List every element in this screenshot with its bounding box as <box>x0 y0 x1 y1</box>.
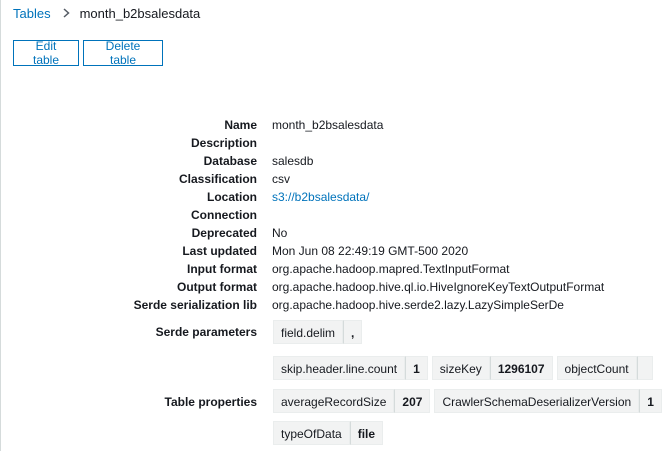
detail-value: org.apache.hadoop.hive.serde2.lazy.LazySimpleSerDe <box>272 298 564 312</box>
detail-label: Classification <box>178 172 257 186</box>
detail-row-last-updated <box>0 242 630 260</box>
detail-row-deprecated <box>0 224 630 242</box>
detail-value: org.apache.hadoop.mapred.TextInputFormat <box>272 262 510 276</box>
serde-parameters-label: Serde parameters <box>155 325 257 339</box>
chip-value: file <box>350 421 383 445</box>
table-property-chip <box>557 356 653 380</box>
table-properties-line-3 <box>273 421 387 445</box>
detail-value: month_b2bsalesdata <box>272 118 384 132</box>
detail-row-description <box>0 134 630 152</box>
breadcrumb <box>13 4 200 22</box>
table-properties-line-2 <box>273 389 666 413</box>
detail-value: salesdb <box>272 154 314 168</box>
detail-label: Serde serialization lib <box>133 298 257 312</box>
detail-value: Mon Jun 08 22:49:19 GMT-500 2020 <box>272 244 469 258</box>
chip-value: , <box>343 320 362 344</box>
chip-value: 1 <box>405 356 428 380</box>
table-properties-line-1 <box>273 356 657 380</box>
detail-row-location <box>0 188 630 206</box>
table-property-chip <box>434 389 661 413</box>
chip-key: skip.header.line.count <box>273 356 405 380</box>
detail-row-connection <box>0 206 630 224</box>
detail-label: Name <box>224 118 257 132</box>
table-property-chip <box>273 389 430 413</box>
chip-value: 1296107 <box>490 356 553 380</box>
chip-key: sizeKey <box>432 356 490 380</box>
chip-key: typeOfData <box>273 421 350 445</box>
detail-label: Description <box>190 136 257 150</box>
detail-label: Location <box>207 190 257 204</box>
detail-row-input-format <box>0 260 630 278</box>
breadcrumb-tables-link[interactable]: Tables <box>13 5 51 21</box>
detail-label: Database <box>203 154 257 168</box>
chip-value <box>637 356 653 380</box>
serde-parameters-chips <box>273 320 366 344</box>
detail-row-output-format <box>0 278 630 296</box>
chip-key: field.delim <box>273 320 343 344</box>
chevron-right-icon <box>63 8 70 18</box>
detail-row-classification <box>0 170 630 188</box>
detail-label: Last updated <box>182 244 257 258</box>
chip-key: averageRecordSize <box>273 389 394 413</box>
detail-row-name <box>0 116 630 134</box>
table-actions <box>13 40 163 66</box>
detail-label: Input format <box>187 262 257 276</box>
detail-value: No <box>272 226 288 240</box>
table-property-chip <box>273 421 383 445</box>
location-link[interactable]: s3://b2bsalesdata/ <box>272 190 370 204</box>
edit-table-button[interactable]: Edit table <box>13 40 79 66</box>
delete-table-button[interactable]: Delete table <box>83 40 163 66</box>
serde-parameter-chip <box>273 320 362 344</box>
chip-value: 1 <box>639 389 662 413</box>
detail-label: Connection <box>191 208 257 222</box>
chip-key: CrawlerSchemaDeserializerVersion <box>434 389 639 413</box>
detail-row-database <box>0 152 630 170</box>
chip-key: objectCount <box>557 356 637 380</box>
table-property-chip <box>432 356 553 380</box>
detail-value: org.apache.hadoop.hive.ql.io.HiveIgnoreKeyTextOutputFormat <box>272 280 605 294</box>
detail-label: Deprecated <box>191 226 257 240</box>
detail-row-serde-lib <box>0 296 630 314</box>
detail-label: Output format <box>177 280 257 294</box>
detail-value: csv <box>272 172 290 186</box>
breadcrumb-current: month_b2bsalesdata <box>79 5 201 21</box>
table-property-chip <box>273 356 428 380</box>
chip-value: 207 <box>394 389 430 413</box>
table-properties-label: Table properties <box>164 395 257 409</box>
